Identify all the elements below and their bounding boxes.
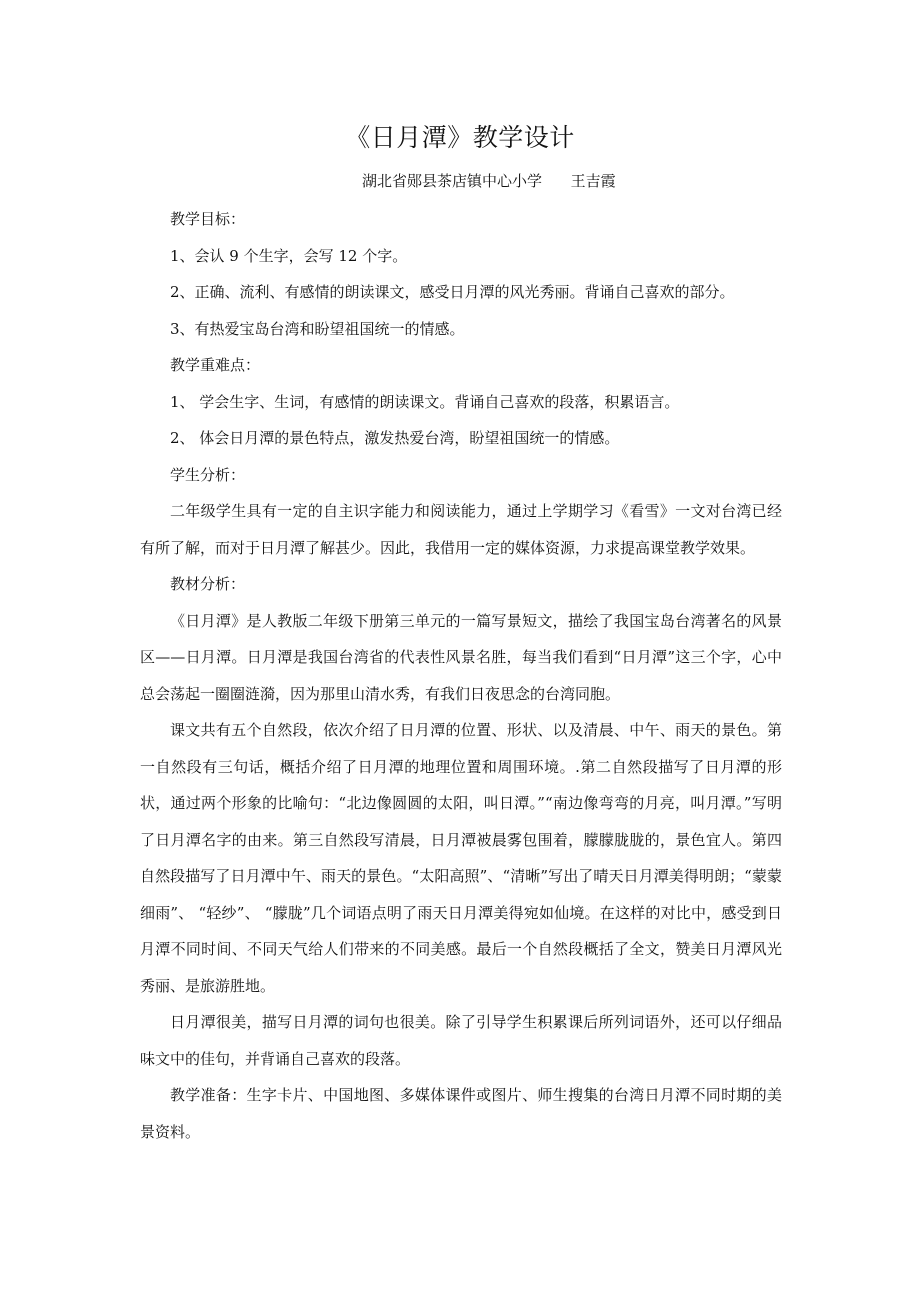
student-analysis-paragraph: 二年级学生具有一定的自主识字能力和阅读能力，通过上学期学习《看雪》一文对台湾已经有所了解，而对于日月潭了解甚少。因此，我借用一定的媒体资源，力求提高课堂教学效果。 [140, 502, 782, 557]
page-title: 《日月潭》教学设计 [345, 123, 575, 152]
key-point-item-2: 2、 体会日月潭的景色特点，激发热爱台湾，盼望祖国统一的情感。 [170, 429, 620, 447]
document-body [140, 201, 782, 1150]
objective-item-1: 1、会认 9 个生字，会写 12 个字。 [170, 246, 408, 265]
section-heading-material-analysis: 教材分析： [170, 575, 246, 593]
key-point-item-1: 1、 学会生字、生词，有感情的朗读课文。背诵自己喜欢的段落，积累语言。 [170, 392, 680, 411]
section-heading-key-points: 教学重难点： [170, 356, 261, 374]
objective-item-3: 3、有热爱宝岛台湾和盼望祖国统一的情感。 [170, 319, 465, 338]
section-heading-objectives: 教学目标： [170, 210, 246, 228]
material-analysis-paragraph-2: 课文共有五个自然段，依次介绍了日月潭的位置、形状、以及清晨、中午、雨天的景色。第一自然段有三句话，概括介绍了日月潭的地理位置和周围环境。.第二自然段描写了日月潭的形状，通过两个形象的比喻句：“北边像圆圆的太阳，叫日潭。”“南边像弯弯的月亮，叫月潭。”写明了日月潭名字的由来。第三自然段写清晨，日月潭被晨雾包围着，朦朦胧胧的，景色宜人。第四自然段描写了日月潭中午、雨天的景色。“太阳高照”、“清晰”写出了晴天日月潭美得明朗；“蒙蒙细雨”、 “轻纱”、 “朦胧”几个词语点明了雨天日月潭美得宛如仙境。在这样的对比中，感受到日月潭不同时间、不同天气给人们带来的不同美感。最后一个自然段概括了全文，赞美日月潭风光秀丽、是旅游胜地。 [140, 721, 782, 995]
section-heading-student-analysis: 学生分析： [170, 465, 246, 484]
author-byline: 湖北省郧县茶店镇中心小学 王吉霞 [362, 172, 616, 190]
objective-item-2: 2、正确、流利、有感情的朗读课文，感受日月潭的风光秀丽。背诵自己喜欢的部分。 [170, 283, 735, 301]
material-analysis-paragraph-3: 日月潭很美，描写日月潭的词句也很美。除了引导学生积累课后所列词语外，还可以仔细品味文中的佳句，并背诵自己喜欢的段落。 [140, 1013, 782, 1068]
material-analysis-paragraph-1: 《日月潭》是人教版二年级下册第三单元的一篇写景短文，描绘了我国宝岛台湾著名的风景区——日月潭。日月潭是我国台湾省的代表性风景名胜，每当我们看到“日月潭”这三个字，心中总会荡起一圈圈涟漪，因为那里山清水秀，有我们日夜思念的台湾同胞。 [140, 611, 782, 703]
teaching-preparation-paragraph: 教学准备：生字卡片、中国地图、多媒体课件或图片、师生搜集的台湾日月潭不同时期的美景资料。 [140, 1086, 782, 1141]
